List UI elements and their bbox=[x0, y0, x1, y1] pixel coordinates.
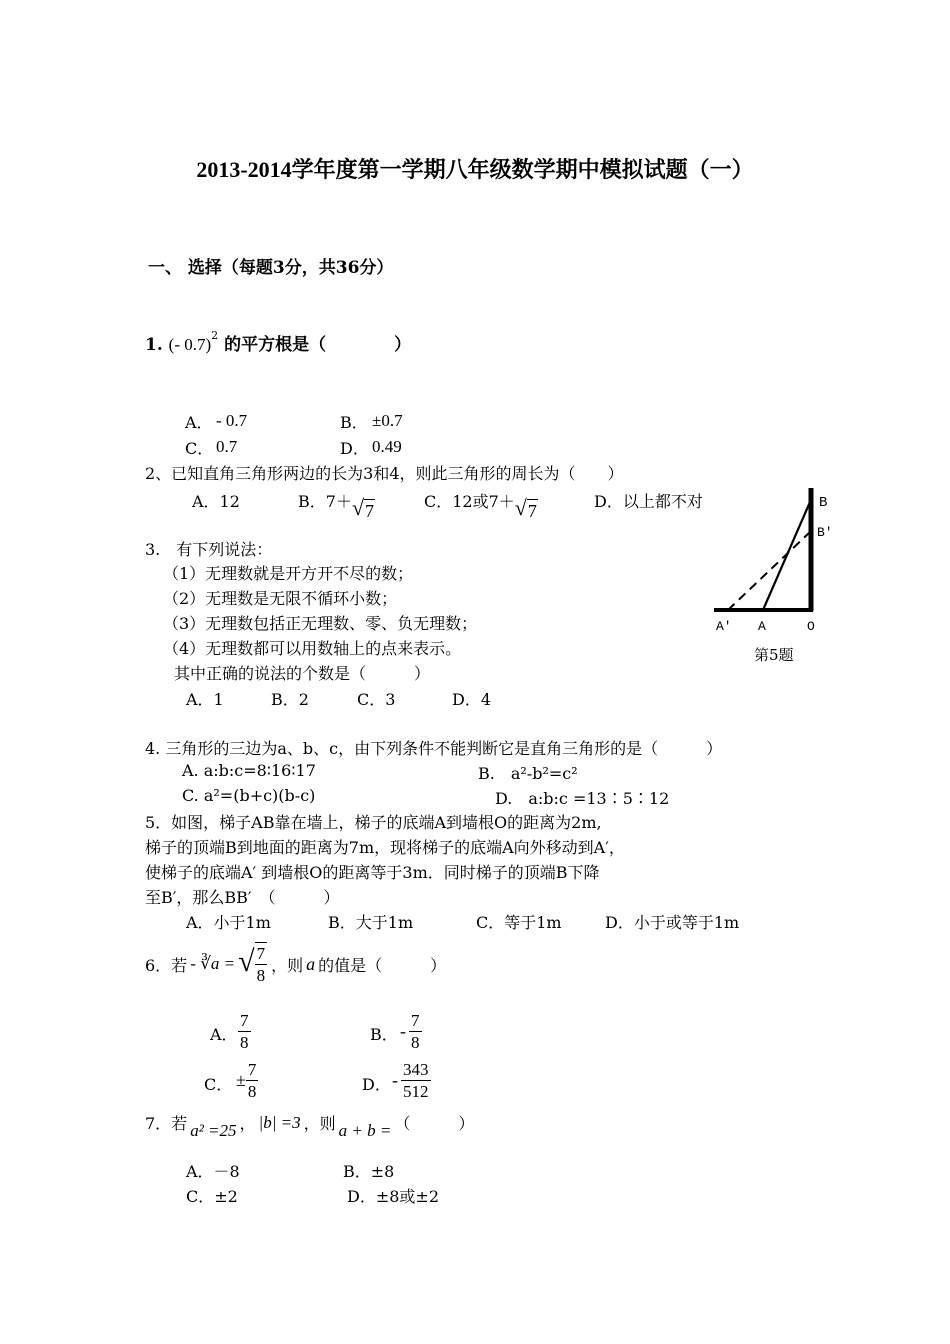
label-b-prime: B′ bbox=[817, 525, 833, 540]
q3-option-c: C．3 bbox=[357, 690, 396, 709]
q5-line-2: 梯子的顶端B到地面的距离为7m，现将梯子的底端A向外移动到A′， bbox=[145, 838, 625, 857]
q5-option-d: D．小于或等于1m bbox=[605, 913, 740, 932]
q7-option-a: A．－8 bbox=[186, 1162, 240, 1181]
q5-line-4: 至B′，那么BB′ （ ） bbox=[145, 888, 340, 907]
q3-option-a: A．1 bbox=[186, 690, 224, 709]
q6-option-a: $\frac{7}{8}$ bbox=[240, 1011, 249, 1052]
q3-ask: 其中正确的说法的个数是（ ） bbox=[174, 664, 431, 683]
q1-exponent: 2 bbox=[211, 329, 219, 343]
q3-statement-4: （4）无理数都可以用数轴上的点来表示。 bbox=[163, 639, 462, 658]
q6-option-b-label: B． bbox=[370, 1025, 398, 1044]
q6-option-c: ± $\frac{7}{8}$ bbox=[236, 1060, 257, 1101]
q6-option-d: - $\frac{343}{512}$ bbox=[392, 1060, 429, 1101]
q5-option-a: A．小于1m bbox=[186, 913, 271, 932]
q6-option-b: - $\frac{7}{8}$ bbox=[400, 1011, 420, 1052]
q3-statement-1: （1）无理数就是开方开不尽的数； bbox=[163, 564, 414, 583]
q1-option-b-label: B． bbox=[340, 413, 368, 432]
q1-stem: 的平方根是（ ） bbox=[224, 335, 412, 355]
q7-option-b: B．±8 bbox=[343, 1162, 395, 1181]
q7-stem: 7．若 a² =25 ， |b| =3 ，则 a + b = （ ） bbox=[145, 1112, 475, 1140]
q1-option-c: 0.7 bbox=[216, 437, 238, 456]
q1-number: 1. bbox=[145, 335, 163, 355]
q4-option-a: A. a:b:c=8∶16∶17 bbox=[182, 761, 316, 780]
q5-option-b: B．大于1m bbox=[328, 913, 414, 932]
figure-caption: 第5题 bbox=[754, 646, 794, 664]
label-a-prime: A′ bbox=[716, 619, 732, 634]
q5-line-3: 使梯子的底端A′ 到墙根O的距离等于3m．同时梯子的顶端B下降 bbox=[145, 863, 600, 882]
page-title: 2013-2014学年度第一学期八年级数学期中模拟试题（一） bbox=[196, 157, 754, 182]
q1-option-d: 0.49 bbox=[372, 437, 402, 456]
label-o: O bbox=[807, 619, 815, 634]
q1-option-a-label: A． bbox=[185, 413, 213, 432]
q4-option-c: C. a²=(b+c)(b-c) bbox=[182, 786, 316, 805]
q1-expression: (- 0.7) bbox=[168, 335, 212, 354]
label-a: A bbox=[758, 619, 766, 634]
q5-option-c: C．等于1m bbox=[476, 913, 562, 932]
q1-option-b: ±0.7 bbox=[372, 411, 403, 430]
q2-option-a: A．12 bbox=[192, 492, 240, 511]
q4-option-b: B. a²-b²=c² bbox=[478, 764, 578, 783]
q2-stem: 2、已知直角三角形两边的长为3和4，则此三角形的周长为（ ） bbox=[145, 464, 624, 483]
q6-option-d-label: D． bbox=[362, 1075, 391, 1094]
q1-option-a: - 0.7 bbox=[216, 411, 248, 430]
q7-option-c: C．±2 bbox=[186, 1187, 238, 1206]
q1-option-c-label: C． bbox=[185, 439, 214, 458]
q2-option-c: C．12或7＋ √ 7 bbox=[424, 492, 537, 521]
q7-option-d: D．±8或±2 bbox=[347, 1187, 440, 1206]
q2-option-d: D．以上都不对 bbox=[594, 492, 703, 511]
q3-option-d: D．4 bbox=[452, 690, 492, 709]
ladder-figure bbox=[706, 480, 856, 670]
question-1 bbox=[145, 330, 411, 355]
q6-option-c-label: C． bbox=[204, 1075, 233, 1094]
q1-option-d-label: D． bbox=[340, 439, 369, 458]
q4-option-d: D. a:b:c =13∶5∶12 bbox=[495, 789, 670, 808]
q3-option-b: B．2 bbox=[271, 690, 309, 709]
q3-stem: 3. 有下列说法： bbox=[145, 540, 273, 559]
q4-stem: 4. 三角形的三边为a、b、c，由下列条件不能判断它是直角三角形的是（ ） bbox=[145, 739, 723, 758]
label-b: B bbox=[819, 495, 828, 511]
section-heading: 一、 选择（每题3分，共36分） bbox=[148, 258, 394, 278]
q2-option-b: B．7＋ √ 7 bbox=[298, 492, 375, 521]
q3-statement-3: （3）无理数包括正无理数、零、负无理数； bbox=[163, 614, 478, 633]
q6-stem: 6．若 - ∛a = √ $\frac{7}{8}$ ，则 a 的值是（ ） bbox=[145, 944, 447, 985]
q5-line-1: 5．如图，梯子AB靠在墙上，梯子的底端A到墙根O的距离为2m, bbox=[145, 813, 602, 832]
q3-statement-2: （2）无理数是无限不循环小数； bbox=[163, 589, 398, 608]
ladder-line bbox=[763, 502, 810, 610]
q6-option-a-label: A． bbox=[210, 1025, 238, 1044]
